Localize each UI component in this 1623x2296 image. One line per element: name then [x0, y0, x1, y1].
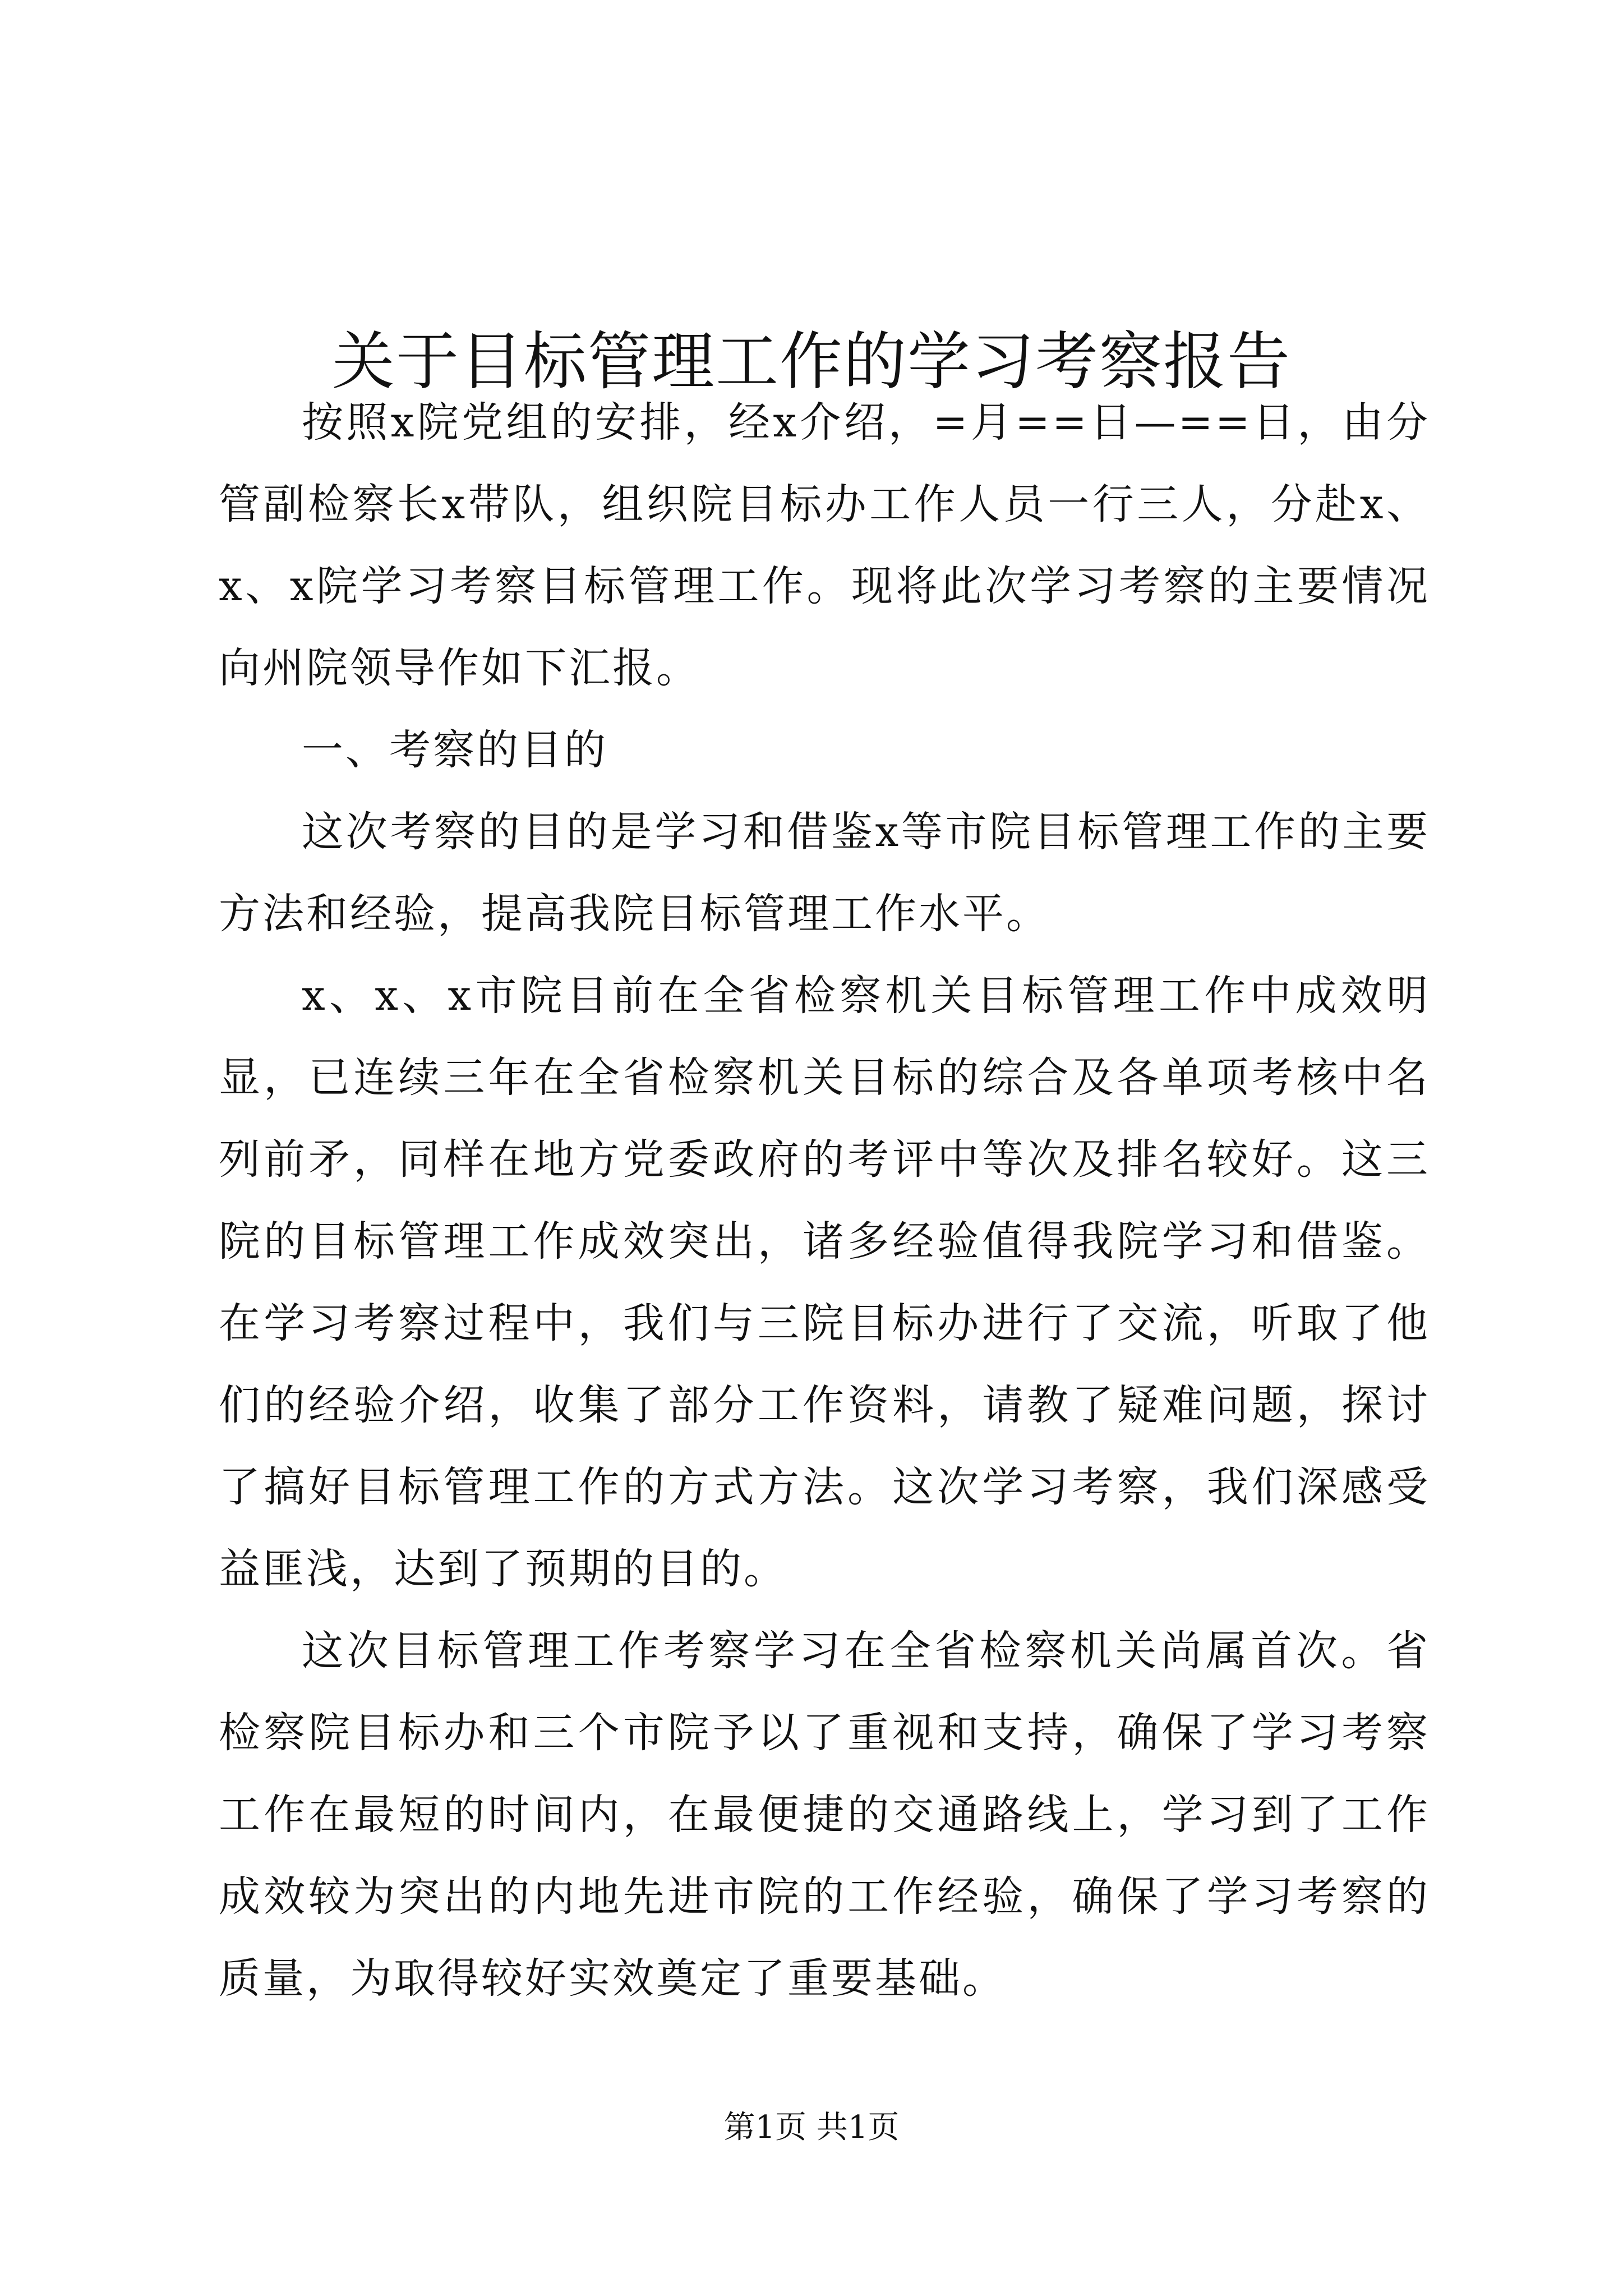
document-body [219, 381, 1430, 2019]
section-heading-purpose: 一、考察的目的 [302, 726, 608, 774]
paragraph-results: x、x、x市院目前在全省检察机关目标管理工作中成效明显，已连续三年在全省检察机关目标的综合及各单项考核中名列前矛，同样在地方党委政府的考评中等次及排名较好。这三院的目标管理工作成效突出，诸多经验值得我院学习和借鉴。在学习考察过程中，我们与三院目标办进行了交流，听取了他们的经验介绍，收集了部分工作资料，请教了疑难问题，探讨了搞好目标管理工作的方式方法。这次学习考察，我们深感受益匪浅，达到了预期的目的。 [219, 972, 1430, 1593]
document-title: 关于目标管理工作的学习考察报告 [332, 325, 1291, 399]
paragraph-intro: 按照x院党组的安排，经x介绍，=月==日—==日，由分管副检察长x带队，组织院目标办工作人员一行三人，分赴x、x、x院学习考察目标管理工作。现将此次学习考察的主要情况向州院领导作如下汇报。 [219, 398, 1430, 692]
paragraph-support: 这次目标管理工作考察学习在全省检察机关尚属首次。省检察院目标办和三个市院予以了重视和支持，确保了学习考察工作在最短的时间内，在最便捷的交通路线上，学习到了工作成效较为突出的内地先进市院的工作经验，确保了学习考察的质量，为取得较好实效奠定了重要基础。 [219, 1627, 1430, 2003]
page-footer: 第1页 共1页 [723, 2109, 900, 2146]
paragraph-purpose: 这次考察的目的是学习和借鉴x等市院目标管理工作的主要方法和经验，提高我院目标管理工作水平。 [219, 808, 1430, 938]
